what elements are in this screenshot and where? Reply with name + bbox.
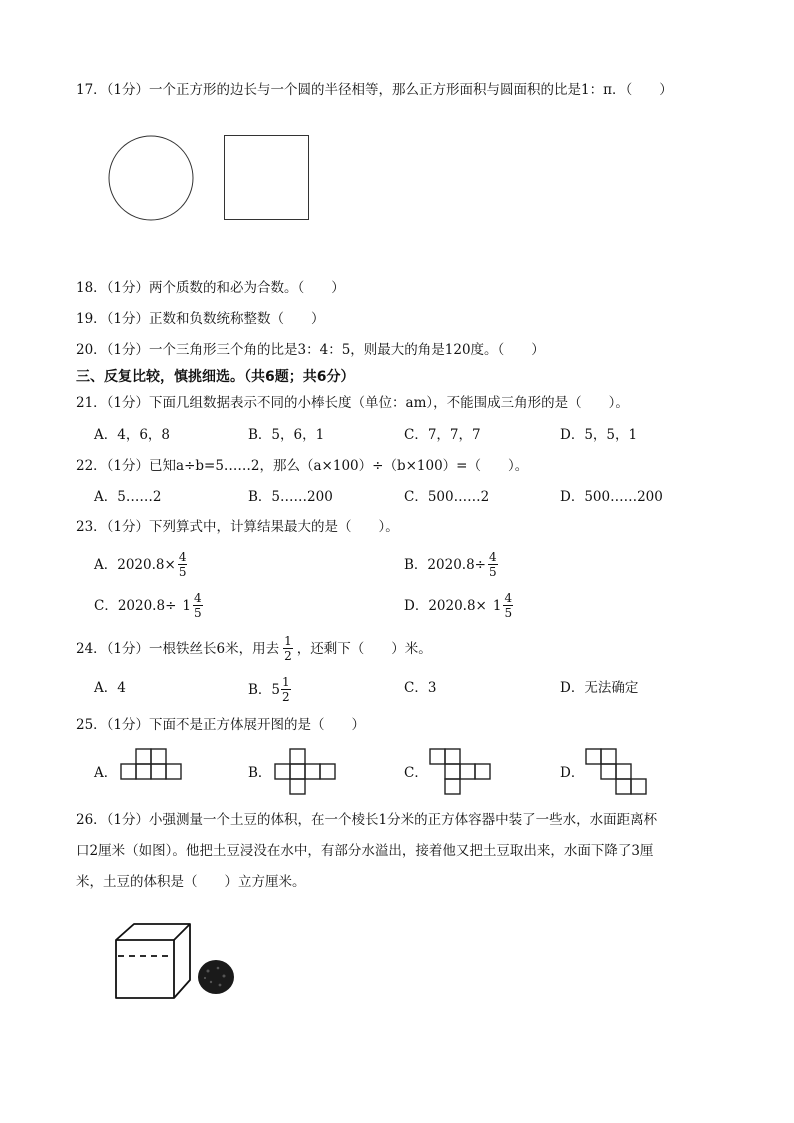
q23-a-prefix: A．2020.8× <box>94 556 176 573</box>
q21-text: 21．（1分）下面几组数据表示不同的小棒长度（单位：am），不能围成三角形的是（ ）。 <box>76 395 629 411</box>
q24-text: 24．（1分）一根铁丝长6米，用去 $\frac{1}{2}$ ，还剩下（ ）米。 <box>76 634 432 663</box>
q23-d-prefix: D．2020.8× <box>404 597 487 614</box>
q23-b-fraction: $\frac{4}{5}$ <box>488 550 497 579</box>
q21-option-c[interactable]: C．7，7，7 <box>404 427 481 443</box>
square-figure <box>224 135 310 221</box>
q19-text: 19．（1分）正数和负数统称整数（ ） <box>76 311 325 327</box>
q24-option-c[interactable]: C．3 <box>404 680 437 696</box>
q23-option-c[interactable] <box>94 591 205 620</box>
q23-text: 23．（1分）下列算式中，计算结果最大的是（ ）。 <box>76 519 399 535</box>
potato-figure <box>196 958 238 998</box>
cube-net-a <box>121 748 183 794</box>
q22-option-d[interactable]: D．500……200 <box>560 489 663 505</box>
q20-text: 20．（1分）一个三角形三个角的比是3：4：5，则最大的角是120度。（ ） <box>76 342 545 358</box>
q25-label-a[interactable]: A． <box>94 765 118 781</box>
q21-option-a[interactable]: A．4，6，8 <box>94 427 171 443</box>
q23-c-mixed-number: 1 $\frac{4}{5}$ <box>182 591 202 620</box>
cube-net-b <box>275 748 337 794</box>
q21-option-d[interactable]: D．5，5，1 <box>560 427 638 443</box>
q23-option-a[interactable] <box>94 550 189 579</box>
q17-text: 17．（1分）一个正方形的边长与一个圆的半径相等，那么正方形面积与圆面积的比是1：π．（ ） <box>76 82 673 98</box>
q21-option-b[interactable]: B．5，6，1 <box>248 427 325 443</box>
cube-net-d <box>586 748 648 794</box>
q24-fraction: $\frac{1}{2}$ <box>284 634 292 663</box>
section-3-title: 三、反复比较，慎挑细选。（共6题；共6分） <box>76 369 355 385</box>
q24-option-d[interactable]: D．无法确定 <box>560 680 639 696</box>
q26-line-2: 口2厘米（如图）。他把土豆浸没在水中，有部分水溢出，接着他又把土豆取出来，水面下降了3厘 <box>76 843 654 859</box>
q22-option-a[interactable]: A．5……2 <box>94 489 162 505</box>
q22-text: 22．（1分）已知a÷b=5……2，那么（a×100）÷（b×100）=（ ）。 <box>76 458 529 474</box>
q25-label-b[interactable]: B． <box>248 765 272 781</box>
q23-b-prefix: B．2020.8÷ <box>404 556 486 573</box>
q18-text: 18．（1分）两个质数的和必为合数。（ ） <box>76 280 345 296</box>
q26-line-3: 米，土豆的体积是（ ）立方厘米。 <box>76 874 306 890</box>
q23-a-fraction: $\frac{4}{5}$ <box>178 550 187 579</box>
q24-option-a[interactable]: A．4 <box>94 680 126 696</box>
q23-c-prefix: C．2020.8÷ <box>94 597 177 614</box>
q22-option-b[interactable]: B．5……200 <box>248 489 333 505</box>
q25-label-d[interactable]: D． <box>560 765 585 781</box>
cube-net-c <box>430 748 492 794</box>
circle-figure <box>108 135 196 223</box>
q23-option-d[interactable] <box>404 591 515 620</box>
q24-option-b[interactable]: B．5 $\frac{1}{2}$ <box>248 675 290 704</box>
q26-line-1: 26．（1分）小强测量一个土豆的体积，在一个棱长1分米的正方体容器中装了一些水，水面距离杯 <box>76 812 658 828</box>
q25-text: 25．（1分）下面不是正方体展开图的是（ ） <box>76 717 366 733</box>
q23-option-b[interactable] <box>404 550 500 579</box>
cube-container-figure <box>112 918 194 1002</box>
q22-option-c[interactable]: C．500……2 <box>404 489 490 505</box>
q23-d-mixed-number: 1 $\frac{4}{5}$ <box>492 591 513 620</box>
q25-label-c[interactable]: C． <box>404 765 428 781</box>
